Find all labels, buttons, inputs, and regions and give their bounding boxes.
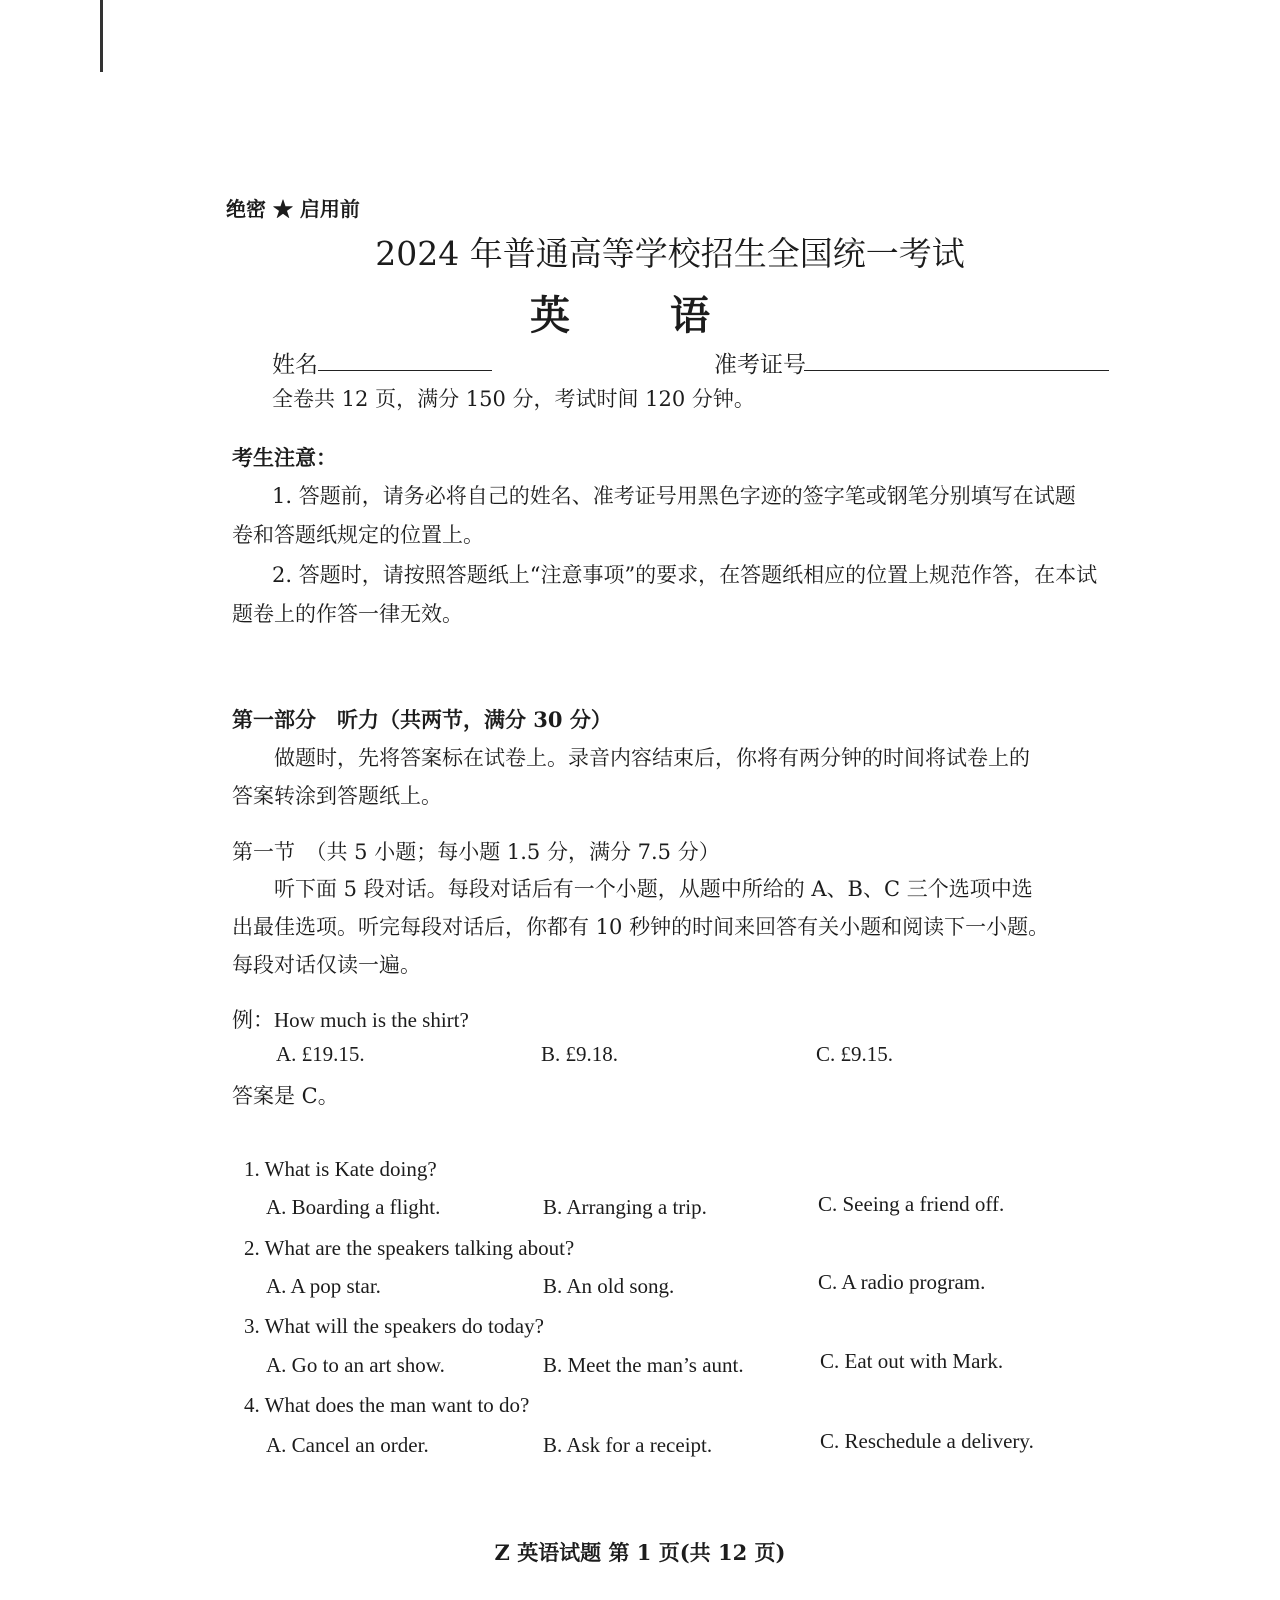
question-2: 2. What are the speakers talking about? [244,1236,575,1260]
section1-instructions-cont: 出最佳选项。听完每段对话后，你都有 10 秒钟的时间来回答有关小题和阅读下一小题。 [232,915,1050,939]
notice-item-1-cont: 卷和答题纸规定的位置上。 [232,523,484,547]
subject-title: 英语 [530,292,810,339]
part1-instructions-cont: 答案转涂到答题纸上。 [232,784,442,808]
example-answer: 答案是 C。 [232,1084,339,1108]
section1-instructions-cont2: 每段对话仅读一遍。 [232,953,421,977]
question-2-option-c[interactable]: C. A radio program. [818,1270,986,1294]
exam-title: 2024 年普通高等学校招生全国统一考试 [375,234,965,273]
example-option-a: A. £19.15. [276,1042,365,1066]
section1-heading: 第一节 （共 5 小题；每小题 1.5 分，满分 7.5 分） [232,840,720,864]
question-4-option-a[interactable]: A. Cancel an order. [266,1433,429,1457]
question-3: 3. What will the speakers do today? [244,1314,544,1338]
question-1-option-a[interactable]: A. Boarding a flight. [266,1195,441,1219]
name-field[interactable] [318,370,492,371]
question-4-option-b[interactable]: B. Ask for a receipt. [543,1433,713,1457]
notice-item-2-cont: 题卷上的作答一律无效。 [232,602,463,626]
question-1-option-c[interactable]: C. Seeing a friend off. [818,1192,1005,1216]
name-label: 姓名 [272,352,318,378]
notice-item-1: 1. 答题前，请务必将自己的姓名、准考证号用黑色字迹的签字笔或钢笔分别填写在试题 [272,484,1076,508]
question-1: 1. What is Kate doing? [244,1157,437,1181]
exam-info: 全卷共 12 页，满分 150 分，考试时间 120 分钟。 [272,387,755,411]
example-question: 例：How much is the shirt? [232,1008,469,1032]
question-3-option-a[interactable]: A. Go to an art show. [266,1353,445,1377]
question-2-option-b[interactable]: B. An old song. [543,1274,675,1298]
question-3-option-b[interactable]: B. Meet the man’s aunt. [543,1353,744,1377]
part1-heading: 第一部分 听力（共两节，满分 30 分） [232,707,612,732]
confidential-label: 绝密 ★ 启用前 [226,197,360,221]
question-3-option-c[interactable]: C. Eat out with Mark. [820,1349,1004,1373]
question-4-option-c[interactable]: C. Reschedule a delivery. [820,1429,1034,1453]
page-footer: Z 英语试题 第 1 页(共 12 页) [494,1540,786,1565]
ticket-number-field[interactable] [804,370,1109,371]
notice-heading: 考生注意： [232,445,337,470]
notice-item-2: 2. 答题时，请按照答题纸上“注意事项”的要求，在答题纸相应的位置上规范作答，在本试 [272,563,1098,587]
example-option-c: C. £9.15. [816,1042,894,1066]
part1-instructions: 做题时，先将答案标在试卷上。录音内容结束后，你将有两分钟的时间将试卷上的 [274,746,1030,770]
example-option-b: B. £9.18. [541,1042,619,1066]
question-2-option-a[interactable]: A. A pop star. [266,1274,381,1298]
section1-instructions: 听下面 5 段对话。每段对话后有一个小题，从题中所给的 A、B、C 三个选项中选 [274,877,1033,901]
question-1-option-b[interactable]: B. Arranging a trip. [543,1195,707,1219]
ticket-number-label: 准考证号 [714,352,806,378]
scan-edge-mark [100,0,103,72]
question-4: 4. What does the man want to do? [244,1393,530,1417]
